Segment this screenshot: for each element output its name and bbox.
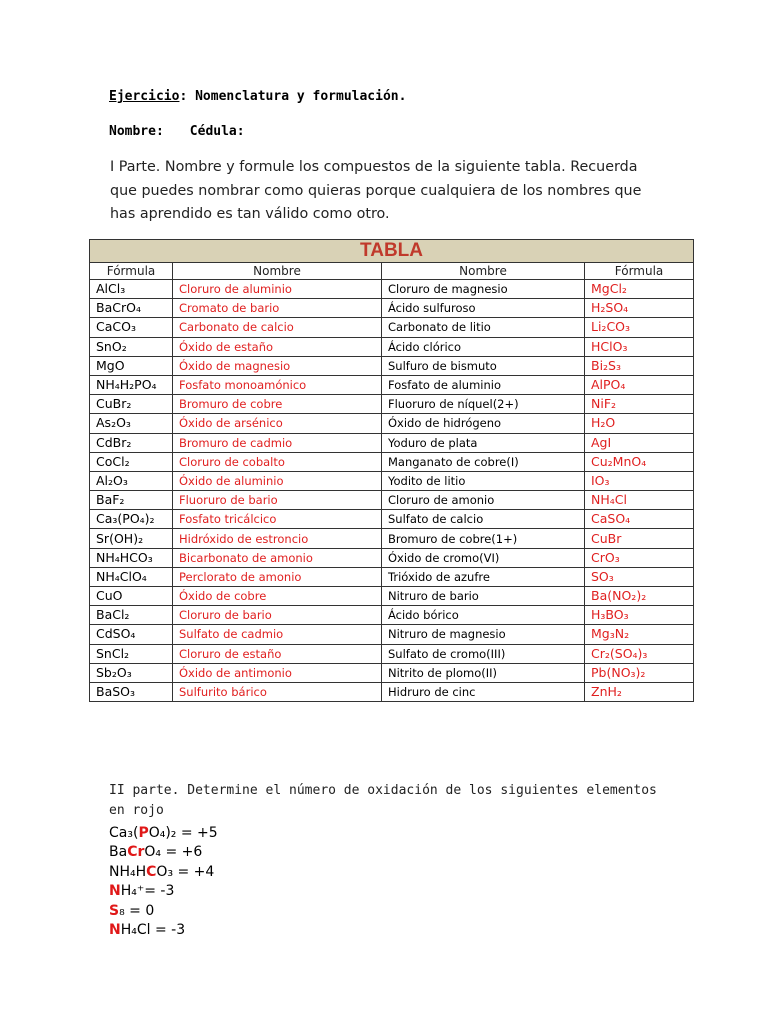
formula-cell: Sb₂O₃	[90, 663, 173, 682]
name-cell: Óxido de arsénico	[173, 414, 382, 433]
column-header-name: Nombre	[382, 263, 585, 280]
name-cell: Óxido de hidrógeno	[382, 414, 585, 433]
formula-text: Ca₃(	[109, 825, 139, 841]
name-cell: Fosfato de aluminio	[382, 375, 585, 394]
name-cell: Sulfuro de bismuto	[382, 356, 585, 375]
formula-text: O₄)₂ = +5	[148, 825, 218, 841]
name-cell: Cloruro de cobalto	[173, 452, 382, 471]
name-cell: Sulfurito bárico	[173, 682, 382, 701]
formula-cell: Bi₂S₃	[585, 356, 694, 375]
formula-cell: NH₄Cl	[585, 491, 694, 510]
table-row	[90, 587, 694, 606]
name-cell: Cromato de bario	[173, 299, 382, 318]
name-cell: Bromuro de cobre	[173, 395, 382, 414]
formula-cell: CuBr₂	[90, 395, 173, 414]
formula-text: Ba	[109, 844, 128, 861]
table-row	[90, 280, 694, 299]
highlighted-element: N	[109, 883, 121, 900]
table-row	[90, 433, 694, 452]
table-row	[90, 471, 694, 490]
name-cell: Cloruro de amonio	[382, 491, 585, 510]
formula-cell: SO₃	[585, 567, 694, 586]
oxidation-list	[109, 824, 218, 940]
formula-cell: Al₂O₃	[90, 471, 173, 490]
name-cell: Cloruro de magnesio	[382, 280, 585, 299]
name-cell: Cloruro de aluminio	[173, 280, 382, 299]
table-row	[90, 625, 694, 644]
table-row	[90, 644, 694, 663]
name-cell: Yodito de litio	[382, 471, 585, 490]
name-cell: Hidruro de cinc	[382, 682, 585, 701]
formula-cell: H₃BO₃	[585, 606, 694, 625]
name-cell: Óxido de magnesio	[173, 356, 382, 375]
formula-text: H₄⁺= -3	[120, 883, 175, 900]
formula-cell: NiF₂	[585, 395, 694, 414]
part2-instructions: II parte. Determine el número de oxidación de los siguientes elementos en rojo	[109, 783, 657, 818]
table-row	[90, 395, 694, 414]
formula-cell: H₂O	[585, 414, 694, 433]
table-row	[90, 414, 694, 433]
name-cell: Carbonato de calcio	[173, 318, 382, 337]
formula-cell: Ba(NO₂)₂	[585, 587, 694, 606]
name-cell: Sulfato de cadmio	[173, 625, 382, 644]
name-cell: Óxido de antimonio	[173, 663, 382, 682]
part1-instructions: I Parte. Nombre y formule los compuestos de la siguiente tabla. Recuerda que puedes nombrar como quieras porque cualquiera de los nombres que has aprendido es tan válido como otro.	[110, 159, 642, 222]
formula-cell: Pb(NO₃)₂	[585, 663, 694, 682]
name-cell: Óxido de cromo(VI)	[382, 548, 585, 567]
highlighted-element: P	[138, 825, 149, 841]
name-cell: Fluoruro de bario	[173, 491, 382, 510]
formula-text: H₄Cl = -3	[120, 922, 186, 939]
name-cell: Sulfato de cromo(III)	[382, 644, 585, 663]
exercise-label: Ejercicio	[109, 89, 180, 104]
table-row	[90, 375, 694, 394]
name-cell: Ácido sulfuroso	[382, 299, 585, 318]
column-header-formula: Fórmula	[585, 263, 694, 280]
name-cell: Bicarbonato de amonio	[173, 548, 382, 567]
oxidation-item	[109, 863, 218, 882]
table-row	[90, 606, 694, 625]
formula-cell: CaSO₄	[585, 510, 694, 529]
name-cell: Bromuro de cobre(1+)	[382, 529, 585, 548]
formula-cell: AlCl₃	[90, 280, 173, 299]
highlighted-element: N	[109, 922, 121, 939]
name-label: Nombre:	[109, 124, 164, 139]
formula-cell: CdSO₄	[90, 625, 173, 644]
formula-cell: As₂O₃	[90, 414, 173, 433]
formula-cell: ZnH₂	[585, 682, 694, 701]
formula-cell: H₂SO₄	[585, 299, 694, 318]
formula-cell: Cu₂MnO₄	[585, 452, 694, 471]
formula-cell: Mg₃N₂	[585, 625, 694, 644]
formula-cell: SnCl₂	[90, 644, 173, 663]
formula-cell: Sr(OH)₂	[90, 529, 173, 548]
formula-cell: SnO₂	[90, 337, 173, 356]
exercise-topic: : Nomenclatura y formulación.	[179, 89, 407, 104]
column-header-name: Nombre	[173, 263, 382, 280]
table-row	[90, 567, 694, 586]
name-cell: Perclorato de amonio	[173, 567, 382, 586]
table-row	[90, 318, 694, 337]
formula-cell: CuBr	[585, 529, 694, 548]
column-header-formula: Fórmula	[90, 263, 173, 280]
name-cell: Sulfato de calcio	[382, 510, 585, 529]
formula-cell: BaCl₂	[90, 606, 173, 625]
exercise-title	[109, 89, 406, 104]
name-cell: Nitruro de magnesio	[382, 625, 585, 644]
name-cell: Yoduro de plata	[382, 433, 585, 452]
name-cell: Trióxido de azufre	[382, 567, 585, 586]
name-cell: Óxido de cobre	[173, 587, 382, 606]
formula-cell: NH₄ClO₄	[90, 567, 173, 586]
name-cell: Fosfato monoamónico	[173, 375, 382, 394]
name-cell: Ácido bórico	[382, 606, 585, 625]
formula-cell: NH₄HCO₃	[90, 548, 173, 567]
compounds-table	[89, 239, 694, 702]
formula-cell: HClO₃	[585, 337, 694, 356]
name-cell: Nitrito de plomo(II)	[382, 663, 585, 682]
formula-cell: BaSO₃	[90, 682, 173, 701]
id-label: Cédula:	[189, 124, 245, 139]
highlighted-element: C	[146, 863, 157, 880]
table-row	[90, 452, 694, 471]
student-info-line	[109, 124, 245, 139]
table-row	[90, 510, 694, 529]
table-row	[90, 682, 694, 701]
formula-cell: AlPO₄	[585, 375, 694, 394]
table-row	[90, 337, 694, 356]
name-cell: Ácido clórico	[382, 337, 585, 356]
formula-cell: Li₂CO₃	[585, 318, 694, 337]
oxidation-item	[109, 843, 218, 862]
formula-cell: NH₄H₂PO₄	[90, 375, 173, 394]
table-row	[90, 356, 694, 375]
name-cell: Cloruro de estaño	[173, 644, 382, 663]
oxidation-item	[109, 902, 218, 921]
formula-cell: BaF₂	[90, 491, 173, 510]
formula-cell: Ca₃(PO₄)₂	[90, 510, 173, 529]
table-title: TABLA	[90, 240, 694, 263]
table-row	[90, 529, 694, 548]
name-cell: Hidróxido de estroncio	[173, 529, 382, 548]
formula-text: NH₄H	[109, 863, 147, 880]
formula-cell: CrO₃	[585, 548, 694, 567]
name-cell: Cloruro de bario	[173, 606, 382, 625]
name-cell: Carbonato de litio	[382, 318, 585, 337]
formula-cell: CuO	[90, 587, 173, 606]
name-cell: Manganato de cobre(I)	[382, 452, 585, 471]
name-cell: Óxido de estaño	[173, 337, 382, 356]
table-row	[90, 491, 694, 510]
formula-text: O₃ = +4	[156, 863, 215, 880]
table-row	[90, 299, 694, 318]
name-cell: Fosfato tricálcico	[173, 510, 382, 529]
formula-cell: IO₃	[585, 471, 694, 490]
highlighted-element: S	[109, 902, 120, 919]
table-row	[90, 548, 694, 567]
formula-cell: MgCl₂	[585, 280, 694, 299]
formula-text: O₄ = +6	[144, 844, 203, 861]
formula-cell: CoCl₂	[90, 452, 173, 471]
formula-text: ₈ = 0	[119, 902, 155, 919]
formula-cell: Cr₂(SO₄)₃	[585, 644, 694, 663]
name-cell: Fluoruro de níquel(2+)	[382, 395, 585, 414]
formula-cell: CaCO₃	[90, 318, 173, 337]
name-cell: Bromuro de cadmio	[173, 433, 382, 452]
formula-cell: BaCrO₄	[90, 299, 173, 318]
name-cell: Óxido de aluminio	[173, 471, 382, 490]
formula-cell: CdBr₂	[90, 433, 173, 452]
table-row	[90, 663, 694, 682]
oxidation-item	[109, 882, 218, 901]
formula-cell: AgI	[585, 433, 694, 452]
oxidation-item	[109, 921, 218, 940]
oxidation-item	[109, 824, 218, 843]
highlighted-element: Cr	[127, 844, 145, 861]
name-cell: Nitruro de bario	[382, 587, 585, 606]
formula-cell: MgO	[90, 356, 173, 375]
